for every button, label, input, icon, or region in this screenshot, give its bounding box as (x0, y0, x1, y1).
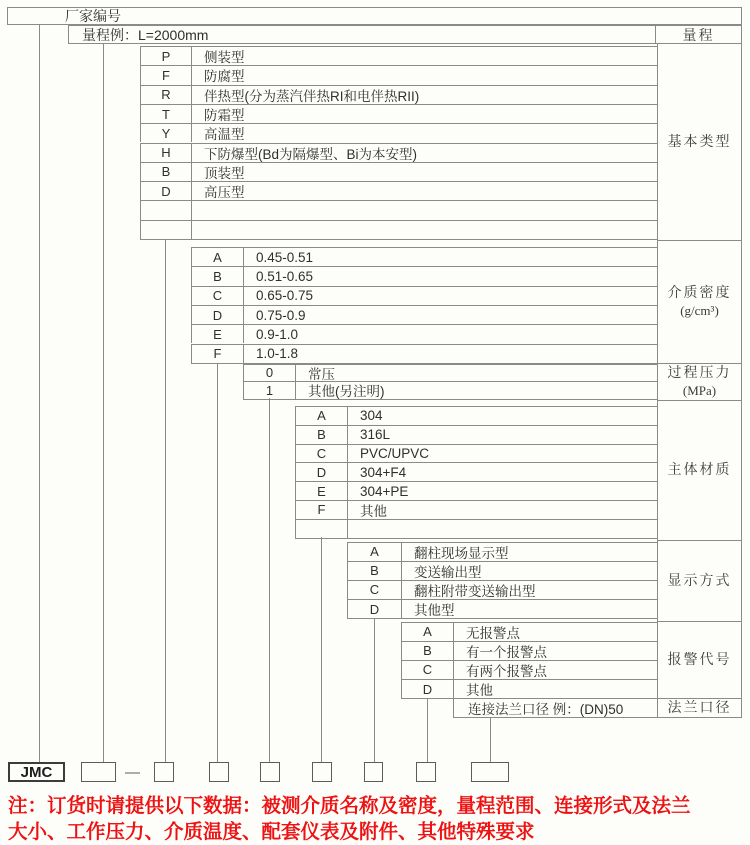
model-code-box (312, 762, 332, 782)
basic-type-desc-cell: 防霜型 (204, 108, 245, 124)
range-example-row (68, 25, 742, 44)
factory-number-cell (7, 7, 742, 25)
display-mode-code-cell: C (348, 581, 402, 599)
body-material-row (295, 406, 658, 425)
model-dash: — (125, 763, 140, 781)
body-material-desc-cell (348, 520, 657, 538)
process-pressure-label (657, 363, 742, 400)
model-code-box (154, 762, 174, 782)
process-pressure-desc-cell: 其他(另注明) (308, 384, 385, 400)
basic-type-desc-cell: 防腐型 (204, 69, 245, 85)
medium-density-row (191, 247, 658, 266)
process-pressure-label-unit: (MPa) (682, 383, 717, 398)
display-mode-label (657, 540, 742, 621)
basic-type-code-cell (141, 201, 192, 219)
body-material-code-cell: B (296, 426, 348, 444)
medium-density-desc-cell: 0.51-0.65 (256, 268, 314, 284)
body-material-desc-cell: 其他 (360, 503, 387, 519)
process-pressure-code-cell: 0 (244, 365, 296, 382)
process-pressure-desc-cell: 常压 (308, 366, 335, 382)
range-label-cell: 量程 (655, 26, 741, 43)
basic-type-row (140, 181, 658, 200)
model-code-box (416, 762, 436, 782)
process-pressure-label-text: 过程压力 (667, 366, 732, 381)
medium-density-row (191, 344, 658, 364)
body-material-row (295, 481, 658, 500)
medium-density-code-cell: B (192, 267, 244, 285)
alarm-code-desc-cell: 有一个报警点 (466, 644, 547, 660)
body-material-desc-cell: 316L (360, 427, 391, 443)
alarm-code-desc-cell: 无报警点 (466, 625, 520, 641)
basic-type-row (140, 104, 658, 123)
alarm-code-code-cell: B (402, 642, 454, 660)
medium-density-row (191, 266, 658, 285)
body-material-code-cell: F (296, 501, 348, 519)
basic-type-row (140, 65, 658, 84)
process-pressure-code-cell: 1 (244, 382, 296, 399)
body-material-label (657, 400, 742, 540)
flange-size-label: 法兰口径 (657, 698, 742, 718)
alarm-code-row (401, 622, 658, 641)
factory-number-label: 厂家编号 (65, 8, 121, 24)
body-material-code-cell: A (296, 407, 348, 425)
basic-type-code-cell: D (141, 182, 192, 200)
display-mode-row (347, 599, 658, 619)
alarm-code-row (401, 679, 658, 699)
medium-density-desc-cell: 0.75-0.9 (256, 307, 306, 323)
body-material-desc-cell: PVC/UPVC (360, 445, 430, 461)
display-mode-desc-cell: 变送输出型 (414, 564, 482, 580)
basic-type-row (140, 46, 658, 65)
medium-density-label-text: 介质密度 (667, 286, 732, 301)
body-material-row (295, 500, 658, 519)
body-material-label-text: 主体材质 (667, 463, 732, 478)
medium-density-row (191, 286, 658, 305)
basic-type-desc-cell: 下防爆型(Bd为隔爆型、Bi为本安型) (204, 146, 418, 162)
connector-line (103, 43, 104, 762)
basic-type-desc-cell (192, 201, 657, 219)
alarm-code-desc-cell: 有两个报警点 (466, 663, 547, 679)
display-mode-code-cell: A (348, 543, 402, 561)
alarm-code-label (657, 621, 742, 698)
model-prefix-box: JMC (8, 762, 65, 782)
display-mode-code-cell: D (348, 600, 402, 618)
basic-type-desc-cell: 高温型 (204, 127, 245, 143)
alarm-code-row (401, 641, 658, 660)
alarm-code-row (401, 660, 658, 679)
display-mode-label-text: 显示方式 (667, 573, 732, 589)
display-mode-desc-cell: 翻柱现场显示型 (414, 545, 509, 561)
basic-type-code-cell: B (141, 163, 192, 181)
connector-line (374, 618, 375, 762)
body-material-row (295, 462, 658, 481)
basic-type-desc-cell: 侧装型 (204, 50, 245, 66)
basic-type-row (140, 220, 658, 240)
basic-type-row (140, 143, 658, 162)
basic-type-label-text: 基本类型 (667, 134, 732, 150)
basic-type-code-cell (141, 221, 192, 239)
basic-type-code-cell: Y (141, 124, 192, 142)
process-pressure-row (243, 381, 658, 400)
model-code-box (209, 762, 229, 782)
connector-line (39, 25, 40, 762)
alarm-code-code-cell: D (402, 680, 454, 698)
connector-line (427, 698, 428, 762)
basic-type-row (140, 200, 658, 219)
basic-type-desc-cell (192, 221, 657, 239)
medium-density-code-cell: C (192, 287, 244, 305)
body-material-row (295, 519, 658, 539)
model-code-box (471, 762, 509, 782)
flange-size-row: 连接法兰口径 例：(DN)50 (453, 698, 658, 718)
alarm-code-code-cell: A (402, 623, 454, 641)
body-material-code-cell (296, 520, 348, 538)
body-material-row (295, 444, 658, 463)
alarm-code-code-cell: C (402, 661, 454, 679)
display-mode-row (347, 561, 658, 580)
order-note-line-1: 注：订货时请提供以下数据：被测介质名称及密度，量程范围、连接形式及法兰 (8, 795, 691, 817)
medium-density-code-cell: F (192, 345, 244, 363)
basic-type-desc-cell: 高压型 (204, 185, 245, 201)
display-mode-row (347, 580, 658, 599)
connector-line (321, 537, 322, 762)
order-note-line-2: 大小、工作压力、介质温度、配套仪表及附件、其他特殊要求 (8, 821, 535, 843)
medium-density-desc-cell: 0.45-0.51 (256, 249, 314, 265)
medium-density-label-unit: (g/cm³) (680, 303, 719, 318)
medium-density-desc-cell: 0.9-1.0 (256, 326, 299, 342)
basic-type-code-cell: H (141, 144, 192, 162)
basic-type-row (140, 162, 658, 181)
model-code-box (364, 762, 383, 782)
display-mode-row (347, 542, 658, 561)
medium-density-code-cell: E (192, 325, 244, 343)
display-mode-desc-cell: 翻柱附带变送输出型 (414, 583, 536, 599)
range-example-cell: 量程例：L=2000mm (82, 26, 209, 43)
medium-density-desc-cell: 1.0-1.8 (256, 346, 299, 362)
medium-density-row (191, 324, 658, 343)
body-material-code-cell: C (296, 445, 348, 463)
connector-line (165, 239, 166, 762)
basic-type-row (140, 123, 658, 142)
body-material-desc-cell: 304 (360, 408, 383, 424)
basic-type-code-cell: R (141, 86, 192, 104)
alarm-code-desc-cell: 其他 (466, 683, 493, 699)
connector-line (217, 363, 218, 762)
basic-type-code-cell: F (141, 66, 192, 84)
medium-density-code-cell: D (192, 306, 244, 324)
basic-type-desc-cell: 顶装型 (204, 165, 245, 181)
alarm-code-label-text: 报警代号 (667, 652, 732, 668)
connector-line (490, 717, 491, 762)
basic-type-code-cell: P (141, 47, 192, 65)
process-pressure-row (243, 364, 658, 382)
order-note (8, 793, 746, 845)
medium-density-label (657, 240, 742, 363)
display-mode-code-cell: B (348, 562, 402, 580)
medium-density-desc-cell: 0.65-0.75 (256, 288, 314, 304)
basic-type-row (140, 85, 658, 104)
basic-type-label (657, 43, 742, 240)
basic-type-desc-cell: 伴热型(分为蒸汽伴热RI和电伴热RII) (204, 88, 420, 104)
medium-density-code-cell: A (192, 248, 244, 266)
body-material-code-cell: E (296, 482, 348, 500)
body-material-desc-cell: 304+PE (360, 483, 409, 499)
body-material-row (295, 425, 658, 444)
body-material-code-cell: D (296, 463, 348, 481)
body-material-desc-cell: 304+F4 (360, 464, 407, 480)
medium-density-row (191, 305, 658, 324)
model-code-box (81, 762, 116, 782)
basic-type-code-cell: T (141, 105, 192, 123)
model-code-box (260, 762, 280, 782)
connector-line (269, 398, 270, 762)
display-mode-desc-cell: 其他型 (414, 603, 455, 619)
